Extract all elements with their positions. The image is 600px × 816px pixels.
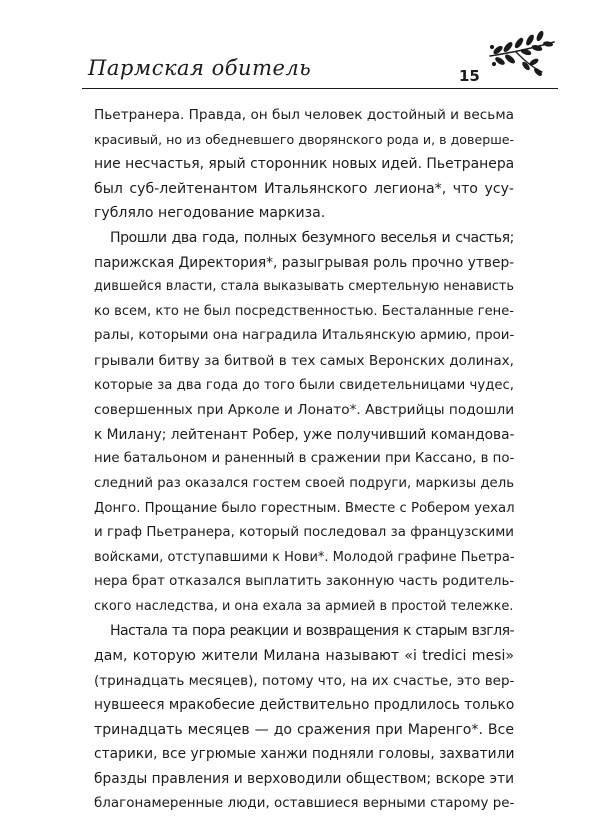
text-line: парижская Директория*, разыгрывая роль прочно утвер-	[94, 254, 515, 271]
text-line: ко всем, кто не был посредственностью. Бесталанные гене-	[94, 303, 514, 319]
running-title: Пармская обитель	[88, 56, 312, 80]
text-line: красивый, но из обедневшего дворянского рода и, в доверше-	[94, 131, 515, 147]
text-line: ние батальоном и раненный в сражении при Кассано, в по-	[94, 451, 515, 467]
paragraph	[94, 103, 514, 226]
body-text	[94, 103, 514, 816]
text-line: старики, все угрюмые ханжи подняли головы, захватили	[94, 746, 515, 763]
text-line: нувшееся мракобесие действительно продлилось только	[94, 697, 515, 714]
text-line: нера брат отказался выплатить законную часть родитель-	[94, 574, 515, 590]
text-line: ние несчастья, ярый сторонник новых идей. Пьетранера	[94, 156, 515, 173]
header-rule	[82, 88, 558, 89]
text-line: ралы, которыми она наградила Итальянскую армию, прои-	[94, 328, 515, 344]
text-line: грывали битву за битвой в тех самых Веронских долинах,	[94, 352, 514, 369]
text-line: Настала та пора реакции и возвращения к старым взгля-	[110, 623, 514, 640]
text-line: тринадцать месяцев — до сражения при Маренго*. Все	[94, 721, 514, 738]
text-line: совершенных при Арколе и Лонато*. Австрийцы подошли	[94, 402, 515, 419]
paragraph	[94, 619, 514, 816]
text-line: и граф Пьетранера, который последовал за французскими	[94, 525, 514, 541]
text-line: Прошли два года, полных безумного веселья и счастья;	[110, 229, 514, 246]
text-line: губляло негодование маркиза.	[94, 205, 326, 222]
text-line: Донго. Прощание было горестным. Вместе с Робером уехал	[94, 500, 515, 516]
text-line: дившейся власти, стала выказывать смертельную ненависть	[94, 279, 514, 295]
text-line: Пьетранера. Правда, он был человек достойный и весьма	[94, 107, 514, 123]
olive-branch-icon	[486, 26, 558, 78]
text-line: которые за два года до того были свидетельницами чудес,	[94, 377, 514, 393]
paragraph	[94, 226, 514, 620]
text-line: к Милану; лейтенант Робер, уже получивший командова-	[94, 426, 515, 443]
text-line: войсками, отступавшими к Нови*. Молодой графине Пьетра-	[94, 549, 515, 565]
text-line: дам, которую жители Милана называют «i tredici mesi»	[94, 648, 514, 665]
page-number: 15	[459, 67, 480, 85]
text-line: бразды правления и верховодили обществом; вскоре эти	[94, 771, 514, 788]
text-line: ского наследства, и она ехала за армией в простой тележке.	[94, 598, 514, 614]
text-line: (тринадцать месяцев), потому что, на их счастье, это вер-	[94, 672, 515, 689]
text-line: был суб-лейтенантом Итальянского легиона*, что усу-	[94, 180, 514, 197]
text-line: следний раз оказался гостем своей подруги, маркизы дель	[94, 475, 515, 491]
text-line: благонамеренные люди, оставшиеся верными старому ре-	[94, 795, 515, 811]
